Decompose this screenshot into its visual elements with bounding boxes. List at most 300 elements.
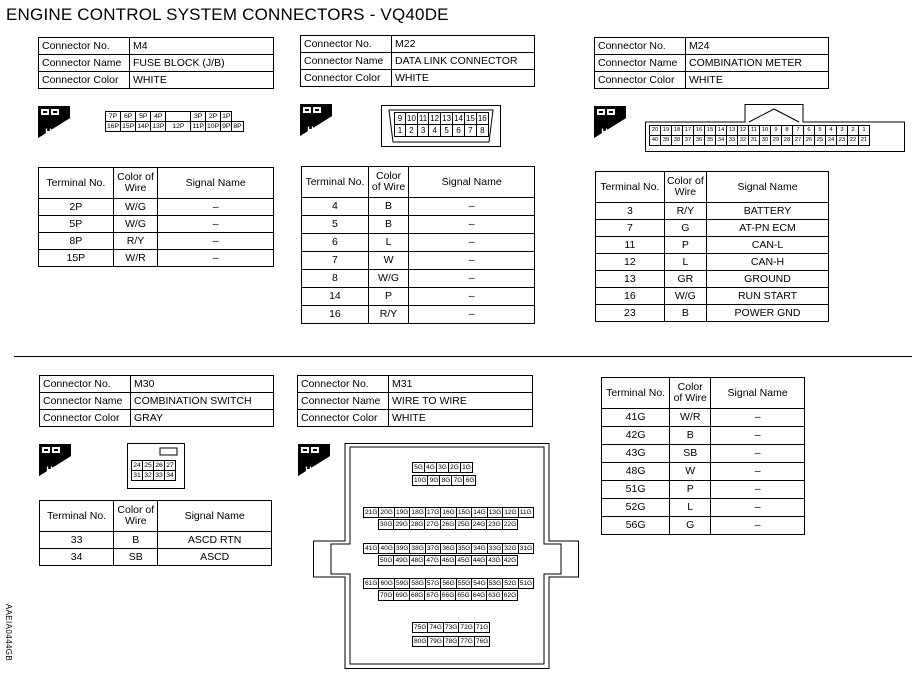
section-divider (14, 356, 912, 357)
signal-name: – (711, 427, 805, 445)
terminal-no-header: Terminal No. (39, 168, 114, 199)
signal-name: – (711, 445, 805, 463)
cavity-number: 34 (166, 472, 174, 479)
terminal-no: 3 (596, 203, 665, 220)
terminal-no: 7 (302, 252, 369, 270)
cavity-number: 78G (444, 638, 458, 645)
cavity-number: 40G (380, 545, 393, 552)
m4-info-table (38, 37, 274, 89)
cavity-number: 65G (457, 592, 470, 599)
cavity-number: 11 (749, 126, 760, 136)
cavity-number: 29 (771, 136, 782, 146)
signal-name: – (409, 306, 535, 324)
connector-name-label: Connector Name (595, 55, 686, 72)
cavity-number: 10G (414, 477, 427, 484)
cavity-number: 13 (442, 114, 452, 123)
wire-color: B (114, 532, 158, 549)
signal-name: – (711, 499, 805, 517)
signal-name: POWER GND (707, 305, 829, 322)
cavity-number: 9G (427, 475, 440, 486)
terminal-no: 16 (596, 288, 665, 305)
terminal-no: 11 (596, 237, 665, 254)
cavity-number: 16G (442, 509, 455, 516)
table-row (602, 427, 805, 445)
hs-label: H.S. (45, 127, 63, 137)
cavity-number: 24 (826, 136, 837, 146)
signal-name: BATTERY (707, 203, 829, 220)
cavity-number: 24G (472, 521, 486, 528)
terminal-no: 41G (602, 409, 670, 427)
cavity-number: 56G (442, 580, 455, 587)
signal-name: – (158, 216, 274, 233)
table-row (39, 199, 274, 216)
cavity-number: 15 (705, 126, 716, 136)
cavity-number: 44G (472, 557, 486, 564)
cavity-number: 37 (683, 136, 694, 146)
cavity-number: 19 (661, 126, 672, 136)
cavity-number: 14 (716, 126, 727, 136)
m22-connector-face (394, 112, 489, 137)
connector-no-label: Connector No. (595, 38, 686, 55)
cavity-number: 33 (155, 472, 163, 479)
table-row (596, 305, 829, 322)
cavity-number: 5 (815, 126, 826, 136)
m30-info-table (39, 375, 274, 427)
hs-connector-icon (594, 106, 626, 138)
terminal-no: 51G (602, 481, 670, 499)
cavity-number: 32 (738, 136, 749, 146)
hs-label: H.S. (307, 125, 325, 135)
terminal-no: 16 (302, 306, 369, 324)
table-row (602, 499, 805, 517)
cavity-number: 31 (133, 472, 141, 479)
table-row (39, 250, 274, 267)
wire-color: W/G (113, 199, 158, 216)
cavity-number: 33G (488, 545, 502, 552)
signal-name: – (409, 198, 535, 216)
color-of-wire-header: Color of Wire (368, 167, 408, 198)
connector-name-label: Connector Name (40, 393, 131, 410)
connector-no-label: Connector No. (40, 376, 131, 393)
cavity-number: 34G (473, 545, 486, 552)
signal-name-header: Signal Name (158, 168, 274, 199)
cavity-number: 72G (460, 624, 473, 631)
cavity-number: 60G (380, 580, 393, 587)
cavity-number: 25 (144, 462, 152, 469)
cavity-number: 45G (457, 557, 470, 564)
cavity-number (166, 112, 191, 122)
terminal-no: 56G (602, 517, 670, 535)
terminal-no: 43G (602, 445, 670, 463)
m24-connector-color: WHITE (686, 72, 829, 89)
cavity-number: 20 (650, 126, 661, 136)
cavity-number: 70G (380, 592, 393, 599)
terminal-no: 15P (39, 250, 114, 267)
m31-cavity-row (412, 475, 475, 486)
m30-terminal-table (39, 500, 272, 566)
connector-color-label: Connector Color (595, 72, 686, 89)
color-of-wire-header: Color of Wire (114, 501, 158, 532)
signal-name: ASCD RTN (158, 532, 272, 549)
signal-name: – (409, 288, 535, 306)
terminal-no: 12 (596, 254, 665, 271)
wire-color: W/R (670, 409, 711, 427)
cavity-number: 14G (473, 509, 486, 516)
cavity-number: 7G (451, 475, 464, 486)
wire-color: G (670, 517, 711, 535)
cavity-number: 53G (488, 580, 502, 587)
m31-cavity-row (363, 543, 533, 554)
m31-cavity-row (378, 590, 517, 601)
wire-color: P (368, 288, 408, 306)
cavity-number: 7 (793, 126, 804, 136)
cavity-number: 3 (837, 126, 848, 136)
signal-name: RUN START (707, 288, 829, 305)
cavity-number: 2P (205, 112, 220, 122)
cavity-number: 8P (233, 123, 242, 130)
connector-color-label: Connector Color (39, 72, 130, 89)
signal-name: – (711, 463, 805, 481)
m22-terminal-table (301, 166, 535, 324)
signal-name: – (158, 250, 274, 267)
cavity-number: 30 (760, 136, 771, 146)
m30-connector-color: GRAY (131, 410, 274, 427)
cavity-number: 14 (454, 114, 463, 123)
connector-name-label: Connector Name (39, 55, 130, 72)
m31-connector-color: WHITE (389, 410, 533, 427)
cavity-number: 76G (475, 638, 489, 645)
m31-cavity-row (363, 578, 533, 589)
cavity-number: 22G (503, 521, 517, 528)
cavity-number: 66G (441, 592, 455, 599)
cavity-number: 12 (430, 114, 440, 123)
signal-name-header: Signal Name (711, 378, 805, 409)
terminal-no: 8 (302, 270, 369, 288)
cavity-number: 15G (457, 509, 471, 516)
table-row (602, 409, 805, 427)
m4-connector-name: FUSE BLOCK (J/B) (130, 55, 274, 72)
cavity-number: 73G (444, 624, 458, 631)
wire-color: W/G (113, 216, 158, 233)
terminal-no: 2P (39, 199, 114, 216)
cavity-number: 67G (426, 592, 439, 599)
signal-name-header: Signal Name (158, 501, 272, 532)
signal-name: AT-PN ECM (707, 220, 829, 237)
cavity-number: 68G (410, 592, 424, 599)
cavity-number: 16 (694, 126, 705, 136)
terminal-no-header: Terminal No. (302, 167, 369, 198)
m31-connector-no: M31 (389, 376, 533, 393)
cavity-number: 2G (448, 462, 461, 473)
cavity-number: 12P (166, 122, 191, 132)
m30-connector-face (131, 460, 176, 481)
cavity-number: 34 (716, 136, 727, 146)
cavity-number: 10P (206, 123, 220, 130)
cavity-number: 75G (414, 624, 427, 631)
wire-color: B (368, 216, 408, 234)
connector-no-label: Connector No. (301, 36, 392, 53)
cavity-number: 6 (453, 125, 465, 137)
table-row (602, 517, 805, 535)
connector-no-label: Connector No. (298, 376, 389, 393)
terminal-no: 48G (602, 463, 670, 481)
cavity-number: 52G (504, 580, 517, 587)
cavity-number: 69G (395, 592, 408, 599)
cavity-number: 10 (407, 114, 416, 123)
cavity-number: 5P (136, 112, 151, 122)
cavity-number: 55G (457, 580, 471, 587)
connector-no-label: Connector No. (39, 38, 130, 55)
hs-connector-icon (38, 106, 70, 138)
cavity-number: 1G (460, 462, 473, 473)
cavity-number: 7P (106, 112, 121, 122)
cavity-number: 1 (395, 125, 406, 137)
cavity-number: 1 (859, 126, 870, 136)
m4-terminal-table (38, 167, 274, 267)
cavity-number: 23G (488, 521, 501, 528)
cavity-number: 39 (661, 136, 672, 146)
cavity-number: 63G (488, 592, 501, 599)
cavity-number: 9 (771, 126, 782, 136)
cavity-number: 27 (793, 136, 804, 146)
table-row (596, 288, 829, 305)
wire-color: L (664, 254, 706, 271)
terminal-no: 52G (602, 499, 670, 517)
cavity-number: 2 (406, 125, 418, 137)
m31-cavity-row (412, 462, 472, 473)
cavity-number: 54G (473, 580, 486, 587)
m31-connector-name: WIRE TO WIRE (389, 393, 533, 410)
table-row (596, 220, 829, 237)
cavity-number: 27 (166, 462, 174, 469)
cavity-number: 38 (672, 136, 683, 146)
signal-name: – (711, 409, 805, 427)
wire-color: W (368, 252, 408, 270)
cavity-number: 62G (503, 592, 517, 599)
cavity-number: 9P (222, 123, 231, 130)
wire-color: W/G (664, 288, 706, 305)
table-row (596, 203, 829, 220)
cavity-number: 42G (503, 557, 517, 564)
wire-color: SB (114, 549, 158, 566)
table-row (302, 270, 535, 288)
connector-name-label: Connector Name (298, 393, 389, 410)
signal-name: – (409, 252, 535, 270)
connector-color-label: Connector Color (301, 70, 392, 87)
signal-name: GROUND (707, 271, 829, 288)
cavity-number: 41G (365, 545, 378, 552)
m30-connector-no: M30 (131, 376, 274, 393)
signal-name: – (409, 270, 535, 288)
cavity-number: 16P (107, 123, 120, 130)
m22-info-table (300, 35, 535, 87)
signal-name: – (711, 517, 805, 535)
cavity-number: 8 (476, 125, 488, 137)
wire-color: L (368, 234, 408, 252)
signal-name: – (158, 233, 274, 250)
cavity-number: 31G (519, 545, 533, 552)
cavity-number: 3G (436, 462, 449, 473)
cavity-number: 37G (426, 545, 440, 552)
wire-color: R/Y (368, 306, 408, 324)
wire-color: R/Y (664, 203, 706, 220)
cavity-number: 4 (429, 125, 441, 137)
m31-cavity-row (412, 636, 489, 647)
cavity-number: 71G (475, 624, 489, 631)
connector-name-label: Connector Name (301, 53, 392, 70)
cavity-number: 59G (395, 580, 409, 587)
cavity-number: 64G (472, 592, 486, 599)
cavity-number: 26 (804, 136, 815, 146)
m4-connector-color: WHITE (130, 72, 274, 89)
table-row (302, 198, 535, 216)
cavity-number: 14P (137, 123, 150, 130)
cavity-number: 7 (464, 125, 476, 137)
terminal-no: 34 (40, 549, 114, 566)
connector-color-label: Connector Color (298, 410, 389, 427)
cavity-number: 11G (519, 509, 532, 516)
cavity-number: 6G (463, 475, 476, 486)
terminal-no: 13 (596, 271, 665, 288)
cavity-number: 30G (380, 521, 393, 528)
cavity-number: 9 (395, 113, 406, 125)
cavity-number: 11P (192, 123, 204, 130)
table-row (602, 481, 805, 499)
cavity-number: 3 (417, 125, 428, 137)
signal-name: – (711, 481, 805, 499)
m4-connector-face (105, 111, 244, 132)
signal-name-header: Signal Name (409, 167, 535, 198)
signal-name: – (409, 234, 535, 252)
cavity-number: 77G (460, 638, 473, 645)
color-of-wire-header: Color of Wire (664, 172, 706, 203)
cavity-number: 6P (121, 112, 136, 122)
terminal-no: 33 (40, 532, 114, 549)
hs-label: H.S. (305, 465, 323, 475)
wire-color: G (664, 220, 706, 237)
m31-info-table (297, 375, 533, 427)
cavity-number: 13 (727, 126, 738, 136)
table-row (39, 233, 274, 250)
wire-color: W/R (113, 250, 158, 267)
cavity-number: 47G (426, 557, 439, 564)
cavity-number: 61G (365, 580, 378, 587)
cavity-number: 8G (439, 475, 452, 486)
connector-color-label: Connector Color (40, 410, 131, 427)
cavity-number: 18 (672, 126, 683, 136)
cavity-number: 46G (441, 557, 455, 564)
table-row (302, 234, 535, 252)
m22-connector-color: WHITE (392, 70, 535, 87)
cavity-number: 13P (152, 123, 165, 130)
hs-label: H.S. (46, 465, 64, 475)
hs-label: H.S. (601, 127, 619, 137)
cavity-number: 31 (749, 136, 760, 146)
m24-terminal-table (595, 171, 829, 322)
cavity-number: 28G (410, 521, 424, 528)
m24-connector-name: COMBINATION METER (686, 55, 829, 72)
cavity-number: 26G (441, 521, 455, 528)
cavity-number: 50G (380, 557, 393, 564)
terminal-no: 23 (596, 305, 665, 322)
cavity-number: 74G (429, 624, 442, 631)
cavity-number: 25G (457, 521, 470, 528)
m24-connector-no: M24 (686, 38, 829, 55)
wire-color: R/Y (113, 233, 158, 250)
table-row (40, 549, 272, 566)
table-row (596, 254, 829, 271)
cavity-number: 23 (837, 136, 848, 146)
cavity-number: 32G (504, 545, 517, 552)
cavity-number: 8 (782, 126, 793, 136)
cavity-number: 80G (414, 638, 427, 645)
table-row (302, 252, 535, 270)
cavity-number: 12 (738, 126, 749, 136)
m31-cavity-row (363, 507, 533, 518)
terminal-no: 5P (39, 216, 114, 233)
wire-color: B (368, 198, 408, 216)
cavity-number: 3P (191, 112, 206, 122)
terminal-no: 8P (39, 233, 114, 250)
cavity-number: 49G (395, 557, 408, 564)
cavity-number: 18G (411, 509, 424, 516)
table-row (39, 216, 274, 233)
cavity-number: 24 (133, 462, 141, 469)
wire-color: B (670, 427, 711, 445)
cavity-number: 16 (477, 114, 487, 123)
color-of-wire-header: Color of Wire (113, 168, 158, 199)
table-row (602, 445, 805, 463)
table-row (602, 463, 805, 481)
cavity-number: 35G (457, 545, 471, 552)
m4-connector-no: M4 (130, 38, 274, 55)
terminal-no-header: Terminal No. (602, 378, 670, 409)
wire-color: GR (664, 271, 706, 288)
cavity-number: 11 (418, 114, 428, 123)
cavity-number: 4P (151, 112, 166, 122)
cavity-number: 38G (411, 545, 424, 552)
signal-name: – (158, 199, 274, 216)
figure-code: AAEIA0444GB (4, 603, 14, 662)
m31-cavity-row (378, 555, 517, 566)
signal-name: – (409, 216, 535, 234)
cavity-number: 13G (488, 509, 502, 516)
wire-color: L (670, 499, 711, 517)
signal-name: CAN-L (707, 237, 829, 254)
table-row (40, 532, 272, 549)
terminal-no: 5 (302, 216, 369, 234)
cavity-number: 36G (442, 545, 455, 552)
m22-connector-name: DATA LINK CONNECTOR (392, 53, 535, 70)
cavity-number: 1P (222, 113, 231, 120)
cavity-number: 21 (859, 136, 870, 146)
cavity-number: 17G (426, 509, 440, 516)
wire-color: SB (670, 445, 711, 463)
terminal-no: 14 (302, 288, 369, 306)
wire-color: P (664, 237, 706, 254)
cavity-number: 21G (365, 509, 378, 516)
table-row (302, 288, 535, 306)
cavity-number: 12G (504, 509, 517, 516)
m24-connector-face (649, 125, 870, 146)
cavity-number: 39G (395, 545, 409, 552)
cavity-number: 4G (424, 462, 437, 473)
cavity-number: 36 (694, 136, 705, 146)
cavity-number: 51G (519, 580, 533, 587)
table-row (302, 216, 535, 234)
cavity-number: 26 (155, 462, 163, 469)
m31-cavity-row (378, 519, 517, 530)
